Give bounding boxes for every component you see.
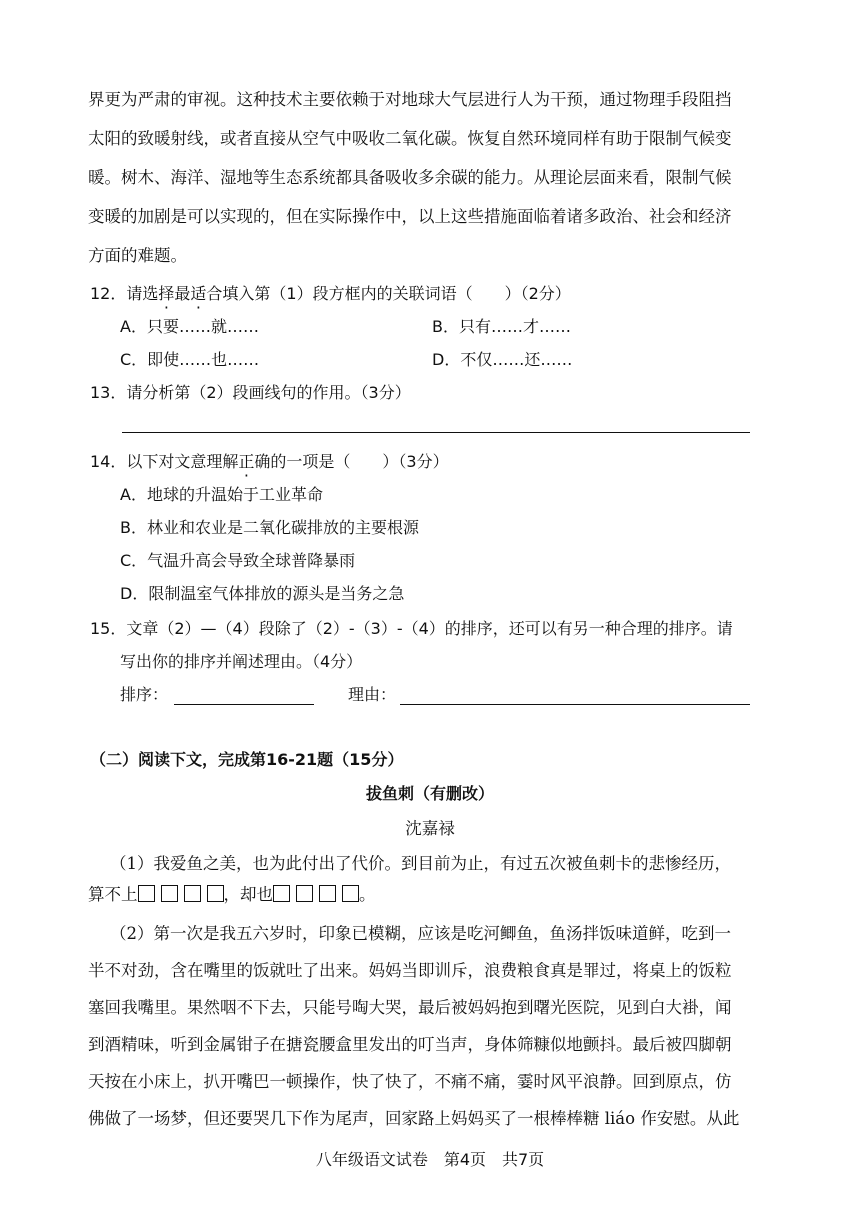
question-15-stem: 15．文章（2）—（4）段除了（2）-（3）-（4）的排序，还可以有另一种合理的排序。请: [90, 619, 733, 638]
blank-box[interactable]: [184, 885, 201, 902]
order-answer-line[interactable]: [174, 704, 314, 705]
q14-text-post: 确的一项是（ ）（3分）: [254, 452, 449, 471]
text-fragment: 。: [359, 885, 376, 904]
passage-2-line: 半不对劲，含在嘴里的饭就吐了出来。妈妈当即训斥，浪费粮食真是罪过，将桌上的饭粒: [88, 961, 732, 980]
blank-box[interactable]: [319, 885, 336, 902]
order-label: 排序：: [120, 685, 169, 704]
question-15-stem: 写出你的排序并阐述理由。（4分）: [120, 652, 363, 671]
option-a[interactable]: A．只要……就……: [120, 317, 259, 336]
option-d[interactable]: D．限制温室气体排放的源头是当务之急: [120, 584, 405, 603]
blank-box[interactable]: [296, 885, 313, 902]
option-a[interactable]: A．地球的升温始于工业革命: [120, 485, 323, 504]
answer-line[interactable]: [122, 432, 750, 433]
passage-1-line: 方面的难题。: [88, 246, 187, 265]
blank-box[interactable]: [161, 885, 178, 902]
blank-box[interactable]: [342, 885, 359, 902]
passage-2-line: 到酒精味，听到金属钳子在搪瓷腰盒里发出的叮当声，身体筛糠似地颤抖。最后被四脚朝: [88, 1035, 732, 1054]
option-b[interactable]: B．只有……才……: [432, 317, 571, 336]
question-13-stem: 13．请分析第（2）段画线句的作用。（3分）: [90, 383, 411, 402]
option-b[interactable]: B．林业和农业是二氧化碳排放的主要根源: [120, 518, 419, 537]
option-d[interactable]: D．不仅……还……: [432, 350, 573, 369]
q14-text-pre: 14．以下对文意理解: [90, 452, 239, 471]
emphasis-dot-char: 正: [238, 452, 255, 471]
article-author: 沈嘉禄: [405, 819, 455, 838]
blank-box[interactable]: [207, 885, 224, 902]
passage-1-line: 太阳的致暖射线，或者直接从空气中吸收二氧化碳。恢复自然环境同样有助于限制气候变: [88, 129, 732, 148]
emphasis-dot-char: 择: [158, 284, 175, 303]
text-fragment: ，却也: [223, 885, 273, 904]
question-12-stem: [90, 282, 571, 306]
passage-2-line: 佛做了一场梦，但还要哭几下作为尾声，回家路上妈妈买了一根棒棒糖 liáo 作安慰。从此: [88, 1109, 740, 1128]
reason-answer-line[interactable]: [400, 704, 750, 705]
q12-text-pre: 12．请选: [90, 284, 159, 303]
q12-text-post: 合填入第（1）段方框内的关联词语（ ）（2分）: [206, 284, 571, 303]
passage-1-line: 暖。树木、海洋、湿地等生态系统都具备吸收多余碳的能力。从理论层面来看，限制气候: [88, 168, 732, 187]
option-c[interactable]: C．即使……也……: [120, 350, 260, 369]
q12-text-mid: 最: [174, 284, 191, 303]
question-14-stem: [90, 450, 449, 474]
emphasis-dot-char: 适: [190, 284, 207, 303]
reason-label: 理由：: [348, 685, 397, 704]
text-fragment: 算不上: [88, 885, 138, 904]
passage-2-line: 天按在小床上，扒开嘴巴一顿操作，快了快了，不痛不痛，霎时风平浪静。回到原点，仿: [88, 1072, 732, 1091]
option-c[interactable]: C．气温升高会导致全球普降暴雨: [120, 551, 356, 570]
passage-2-line-blanks: [88, 883, 376, 907]
blank-box[interactable]: [138, 885, 155, 902]
passage-1-line: 变暖的加剧是可以实现的，但在实际操作中，以上这些措施面临着诸多政治、社会和经济: [88, 207, 732, 226]
passage-2-line: 塞回我嘴里。果然咽不下去，只能号啕大哭，最后被妈妈抱到曙光医院，见到白大褂，闻: [88, 998, 732, 1017]
passage-2-line: （1）我爱鱼之美，也为此付出了代价。到目前为止，有过五次被鱼刺卡的悲惨经历，: [110, 854, 731, 873]
page-footer: 八年级语文试卷 第4页 共7页: [315, 1150, 545, 1169]
passage-1-line: 界更为严肃的审视。这种技术主要依赖于对地球大气层进行人为干预，通过物理手段阻挡: [88, 90, 732, 109]
article-title: 拔鱼刺（有删改）: [365, 784, 494, 803]
blank-box[interactable]: [273, 885, 290, 902]
passage-2-line: （2）第一次是我五六岁时，印象已模糊，应该是吃河鲫鱼，鱼汤拌饭味道鲜，吃到一: [110, 924, 731, 943]
section-heading: （二）阅读下文，完成第16-21题（15分）: [90, 750, 404, 769]
